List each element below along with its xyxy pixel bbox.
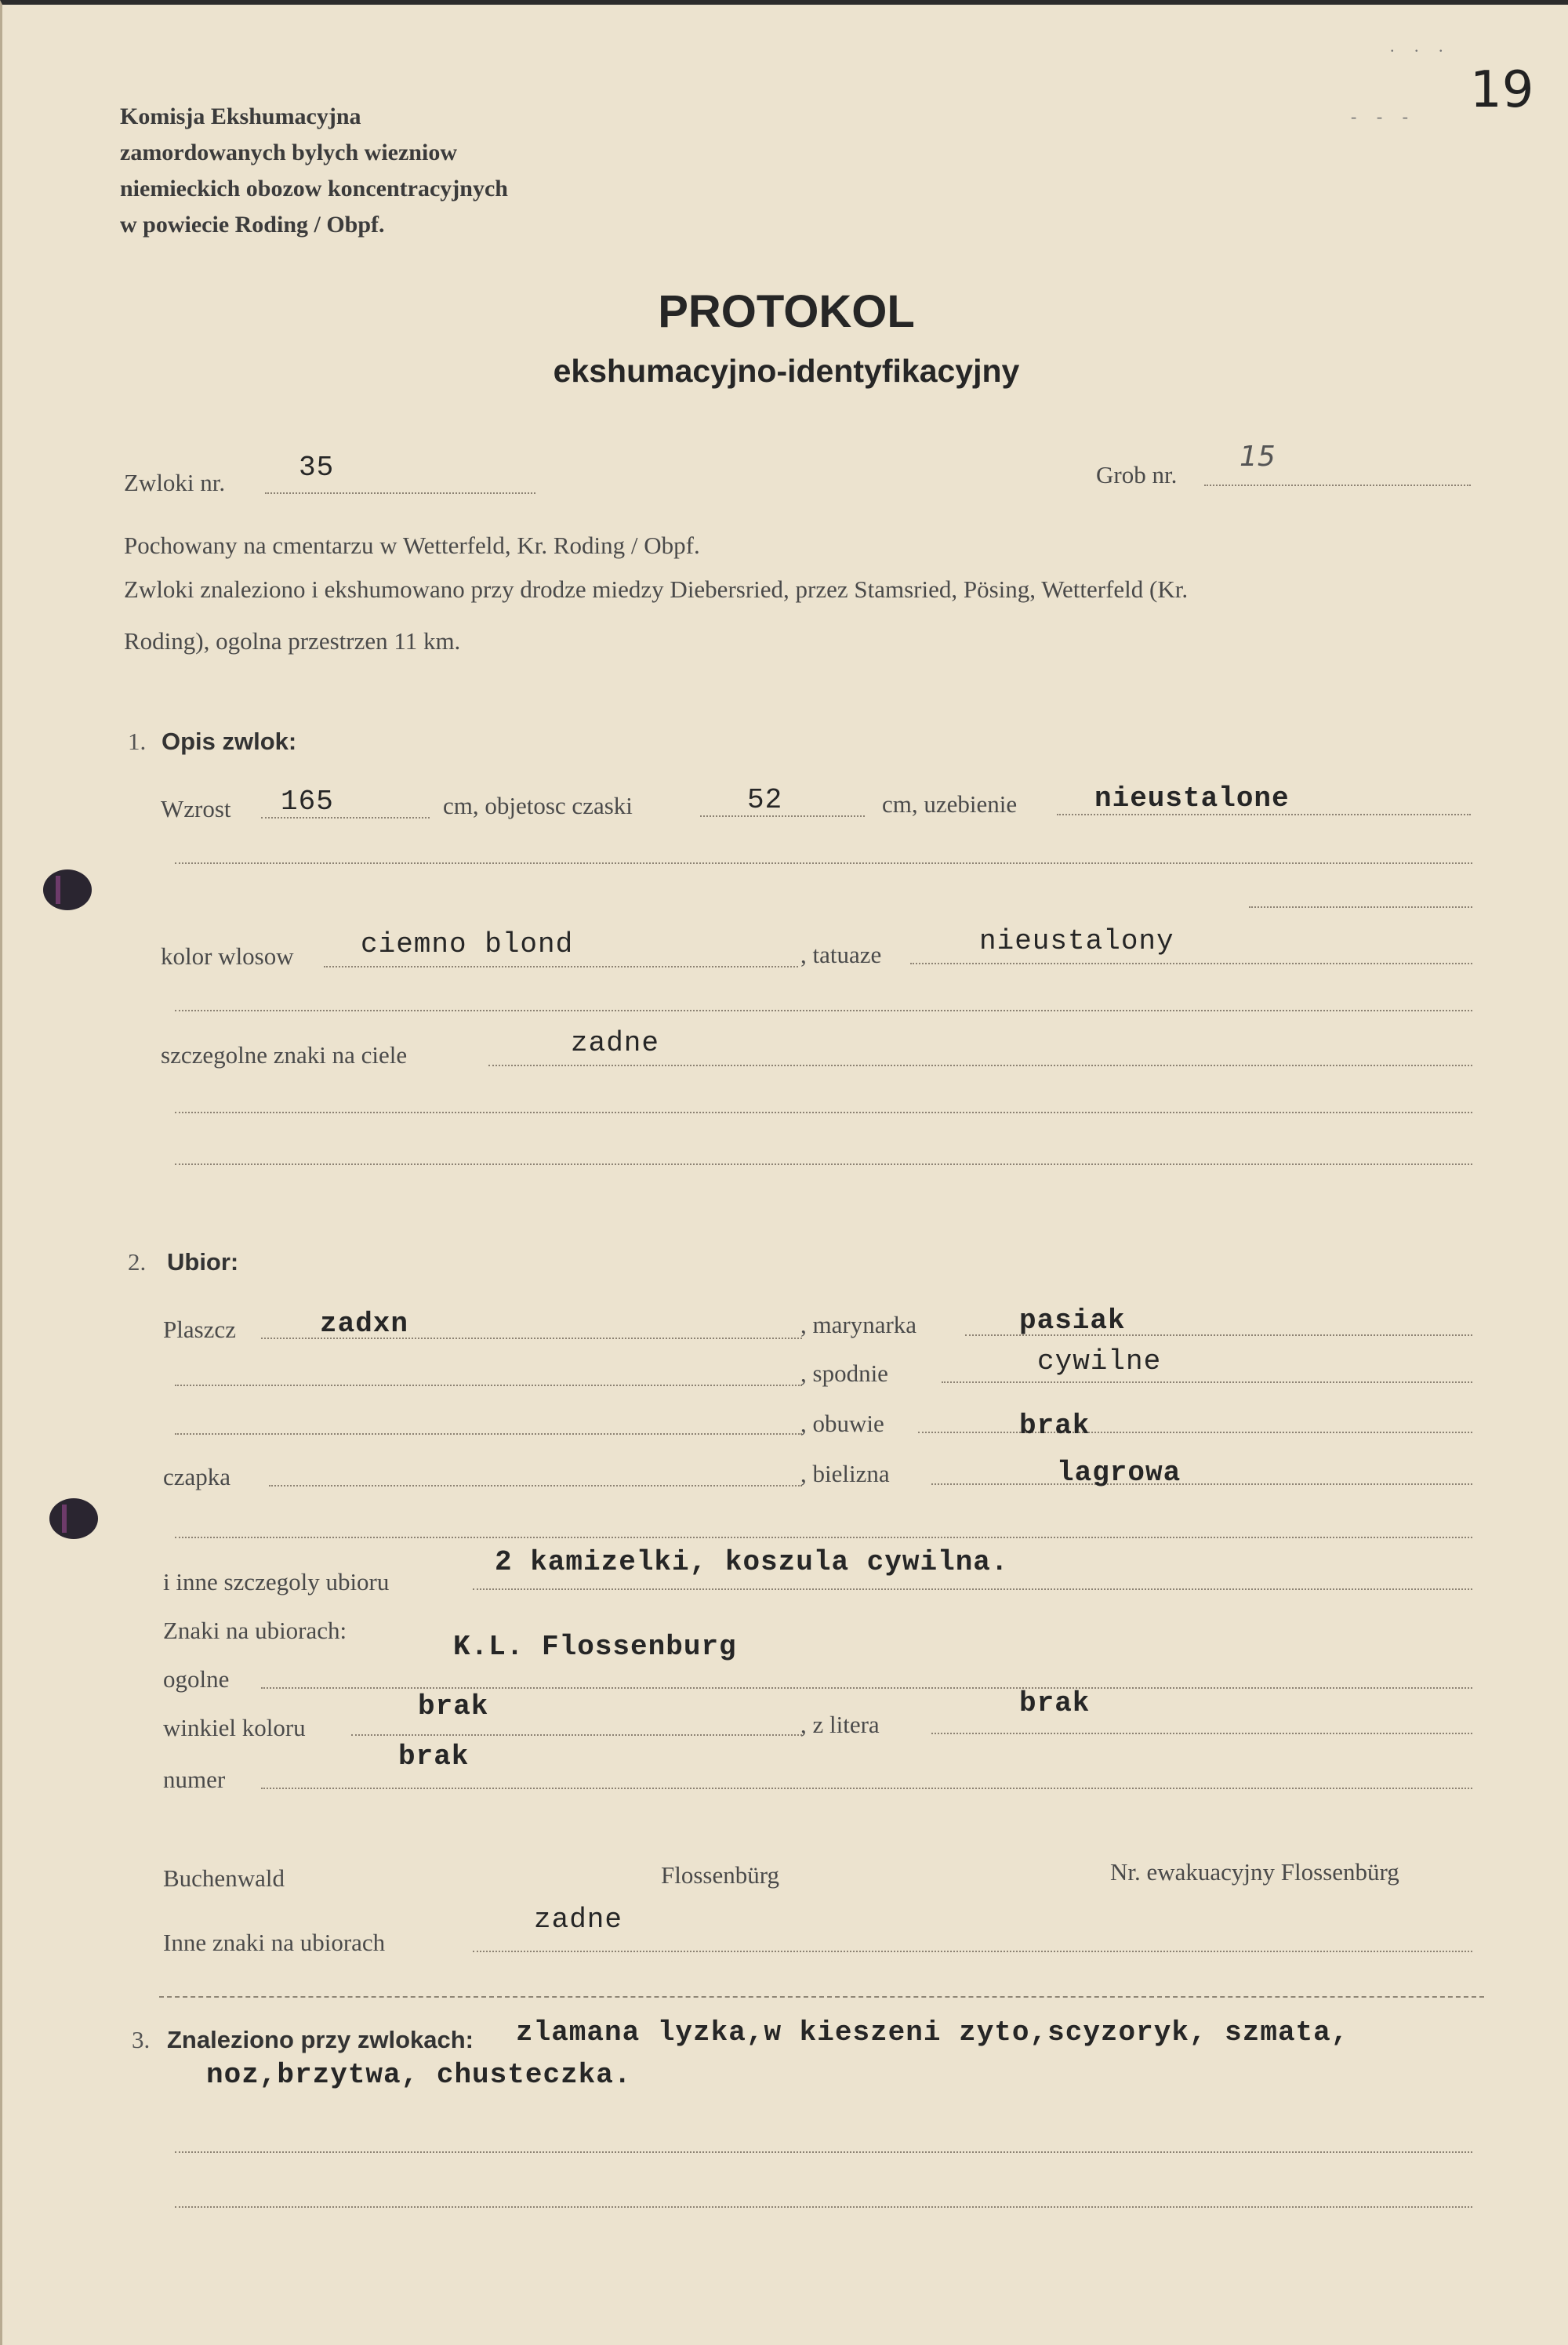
uzebienie-value: nieustalone [1094, 782, 1290, 815]
ewakuacyjny-label: Nr. ewakuacyjny Flossenbürg [1110, 1858, 1399, 1886]
inne-znaki-dotted-line [473, 1951, 1472, 1952]
winkiel-label: winkiel koloru [163, 1714, 306, 1741]
blank-line-3 [175, 1010, 1472, 1011]
kolor-value: ciemno blond [361, 928, 574, 960]
document-title: PROTOKOL [658, 286, 915, 337]
punch-hole-bottom [49, 1498, 98, 1539]
blank-line-5 [175, 1163, 1472, 1165]
header-line-1: Komisja Ekshumacyjna [120, 103, 361, 129]
wzrost-value: 165 [281, 786, 334, 818]
plaszcz-label: Plaszcz [163, 1316, 236, 1343]
inne-value: 2 kamizelki, koszula cywilna. [495, 1546, 1009, 1578]
blank-line-8 [175, 1537, 1472, 1538]
obuwie-label: , obuwie [800, 1410, 884, 1437]
obuwie-value: brak [1019, 1410, 1091, 1442]
header-line-4: w powiecie Roding / Obpf. [120, 212, 385, 238]
blank-line-9 [175, 2151, 1472, 2153]
numer-label: numer [163, 1766, 226, 1793]
corner-dashes: - - - [1351, 107, 1416, 126]
znaki-label: szczegolne znaki na ciele [161, 1041, 408, 1069]
bielizna-dotted-line [931, 1483, 1472, 1485]
inne-label: i inne szczegoly ubioru [163, 1568, 390, 1595]
inne-dotted-line [473, 1588, 1472, 1590]
tatuaze-dotted-line [910, 963, 1472, 964]
winkiel-dotted-line [351, 1734, 802, 1736]
litera-label: , z litera [800, 1711, 880, 1738]
spodnie-label: , spodnie [800, 1359, 888, 1387]
zwloki-dotted-line [265, 492, 535, 494]
section-2-number: 2. [128, 1248, 147, 1276]
header-line-3: niemieckich obozow koncentracyjnych [120, 176, 508, 201]
bielizna-value: lagrowa [1057, 1457, 1181, 1489]
kolor-label: kolor wlosow [161, 942, 294, 970]
section-3-title: Znaleziono przy zwlokach: [167, 2026, 474, 2053]
section-1-number: 1. [128, 728, 147, 755]
litera-value: brak [1019, 1687, 1091, 1719]
znaki-dotted-line [488, 1065, 1472, 1066]
found-line-1: Zwloki znaleziono i ekshumowano przy drodze miedzy Diebersried, przez Stamsried, Pösing, Wetterfeld (Kr. [124, 575, 1189, 603]
buchenwald-label: Buchenwald [163, 1864, 285, 1892]
header-line-2: zamordowanych bylych wiezniow [120, 140, 457, 165]
tatuaze-label: , tatuaze [800, 941, 882, 968]
uzebienie-label: cm, uzebienie [882, 790, 1018, 818]
spodnie-dotted-line [942, 1381, 1472, 1383]
inne-znaki-value: zadne [534, 1904, 623, 1936]
blank-line-2 [1249, 906, 1472, 908]
obuwie-dotted-line [918, 1432, 1472, 1433]
blank-line-1 [175, 862, 1472, 864]
tatuaze-value: nieustalony [979, 925, 1174, 957]
plaszcz-value: zadxn [320, 1308, 409, 1340]
czapka-dotted-line [269, 1485, 802, 1486]
znaki-ubiorach-value: K.L. Flossenburg [453, 1631, 737, 1663]
blank-line-4 [175, 1112, 1472, 1113]
czaszka-label: cm, objetosc czaski [443, 792, 633, 819]
section-3-line-2: noz,brzytwa, chusteczka. [206, 2059, 632, 2091]
page-number: 19 [1470, 61, 1534, 119]
numer-dotted-line [261, 1788, 1472, 1789]
blank-line-6 [175, 1385, 802, 1386]
wzrost-label: Wzrost [161, 795, 231, 822]
ogolne-label: ogolne [163, 1665, 230, 1693]
spodnie-value: cywilne [1037, 1345, 1162, 1378]
zwloki-value: 35 [299, 452, 335, 484]
blank-line-7 [175, 1433, 802, 1435]
section-2-title: Ubior: [167, 1248, 239, 1276]
burial-line: Pochowany na cmentarzu w Wetterfeld, Kr. Roding / Obpf. [124, 532, 700, 559]
blank-line-10 [175, 2206, 1472, 2208]
winkiel-value: brak [418, 1690, 489, 1722]
ogolne-dotted-line [261, 1687, 1472, 1689]
kolor-dotted-line [324, 966, 798, 967]
znaki-ubiorach-label: Znaki na ubiorach: [163, 1617, 347, 1644]
found-line-2: Roding), ogolna przestrzen 11 km. [124, 627, 461, 655]
punch-hole-top [43, 869, 92, 910]
grob-label: Grob nr. [1096, 461, 1178, 488]
marynarka-label: , marynarka [800, 1311, 917, 1338]
corner-dots: . . . [1390, 36, 1451, 56]
section-1-title: Opis zwlok: [162, 728, 297, 755]
grob-value: 15 [1240, 441, 1276, 473]
marynarka-value: pasiak [1019, 1305, 1126, 1337]
section-3-number: 3. [132, 2026, 151, 2053]
separator-line [159, 1996, 1484, 1998]
section-3-line-1: zlamana lyzka,w kieszeni zyto,scyzoryk, szmata, [516, 2016, 1349, 2049]
znaki-value: zadne [571, 1027, 660, 1059]
czaszka-value: 52 [747, 784, 783, 816]
flossenburg-label: Flossenbürg [661, 1861, 780, 1889]
bielizna-label: , bielizna [800, 1460, 890, 1487]
document-subtitle: ekshumacyjno-identyfikacyjny [553, 353, 1020, 389]
litera-dotted-line [931, 1733, 1472, 1734]
czapka-label: czapka [163, 1463, 231, 1490]
numer-value: brak [398, 1741, 470, 1773]
inne-znaki-label: Inne znaki na ubiorach [163, 1929, 386, 1956]
zwloki-label: Zwloki nr. [124, 469, 226, 496]
grob-dotted-line [1204, 485, 1471, 486]
